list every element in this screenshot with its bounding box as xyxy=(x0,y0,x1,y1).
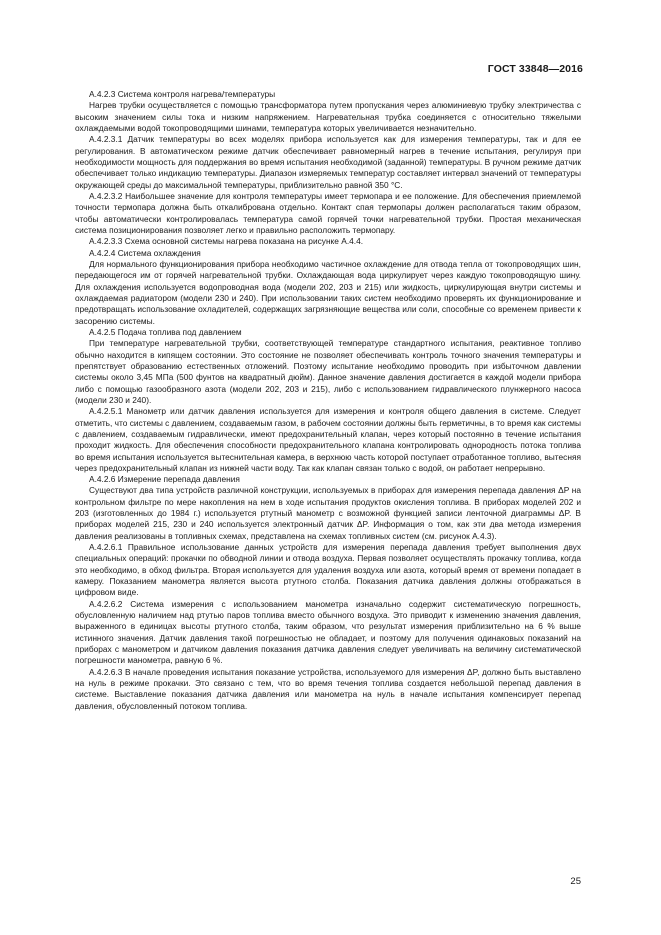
paragraph: А.4.2.5.1 Манометр или датчик давления используется для измерения и контроля общего давления в системе. Следует отметить, что системы с давлением, создаваемым газом, в рабочем состоянии должны быть герметичны, в то время как системы с давлением, создаваемым гидравлически, имеют предохранительный клапан, через который постоянно в течение испытания проходит жидкость. Для обеспечения способности предохранительного клапана контролировать однородность потока топлива во время испытания используется вытеснительная камера, в верхнюю часть которой поступает отработанное топливо, вытесняя через предохранительный клапан из нижней части воду. Так как клапан связан только с водой, он работает непрерывно. xyxy=(75,406,581,473)
paragraph: Существуют два типа устройств различной конструкции, используемых в приборах для измерения перепада давления ΔP на контрольном фильтре по мере накопления на нем в ходе испытания продуктов окисления топлива. В приборах моделей 202 и 203 (изготовленных до 1984 г.) используется ртутный манометр с возможной функцией записи ленточной диаграммы ΔP. В приборах моделей 215, 230 и 240 используется электронный датчик ΔP. Информация о том, как эти два метода измерения давления реализованы в топливных схемах, представлена на схемах топливных систем (см. рисунок А.4.3). xyxy=(75,485,581,541)
section-heading-a4-2-5: А.4.2.5 Подача топлива под давлением xyxy=(89,326,242,337)
document-id: ГОСТ 33848—2016 xyxy=(487,63,583,75)
paragraph: Для нормального функционирования прибора необходимо частичное охлаждение для отвода тепла от токопроводящих шин, передающегося им от горячей нагревательной трубки. Охлаждающая вода циркулирует через каждую токопроводящую шину. Для охлаждения используется водопроводная вода (модели 202, 203 и 215) или жидкость, циркулирующая внутри системы и охлаждаемая радиатором (модели 230 и 240). При использовании таких систем необходимо проверять их функционирование и предотвращать использование охладителей, содержащих загрязняющие вещества или соли, способные со временем привести к засорению системы. xyxy=(75,258,581,326)
paragraph: А.4.2.3.1 Датчик температуры во всех моделях прибора используется как для измерения температуры, так и для ее регулирования. В автоматическом режиме датчик обеспечивает равномерный нагрев в течение испытания, регулируя при необходимости мощность для поддержания во время испытания необходимой (заданной) температуры. В ручном режиме датчик обеспечивает только индикацию температуры. Диапазон измеряемых температур составляет интервал значений от температуры окружающей среды до максимальной температуры, приблизительно равной 350 °C. xyxy=(75,134,581,190)
paragraph: Нагрев трубки осуществляется с помощью трансформатора путем пропускания через алюминиевую трубку электричества с высоким значением силы тока и низким напряжением. Нагревательная трубка соединяется с относительно тяжелыми охлаждаемыми водой токопроводящими шинами, температура которых увеличивается незначительно. xyxy=(75,100,581,133)
document-body xyxy=(75,89,581,712)
section-heading-a4-2-4: А.4.2.4 Система охлаждения xyxy=(89,247,201,258)
section-heading-a4-2-3: А.4.2.3 Система контроля нагрева/температуры xyxy=(89,89,276,99)
paragraph: А.4.2.6.2 Система измерения с использованием манометра изначально содержит систематическую погрешность, обусловленную наличием над ртутью паров топлива вместо обычного воздуха. Это приводит к изменению значения давления, выраженного в единицах высоты ртутного столба, таким образом, что результат измерения приблизительно на 6 % выше истинного значения. Датчик давления такой погрешностью не обладает, и поэтому для получения одинаковых показаний на приборах с манометром и датчиком давления показания датчика давления следует увеличивать на величину систематической погрешности манометра, равную 6 %. xyxy=(75,598,581,666)
paragraph: А.4.2.6.3 В начале проведения испытания показание устройства, используемого для измерения ΔP, должно быть выставлено на нуль в режиме прокачки. Это связано с тем, что во время течения топлива создается небольшой перепад давления в системе. Выставление показания датчика давления или манометра на нуль в начале испытания компенсирует перепад давления, обусловленный потоком топлива. xyxy=(75,666,581,711)
page-number: 25 xyxy=(570,876,581,887)
paragraph: При температуре нагревательной трубки, соответствующей температуре стандартного испытания, реактивное топливо обычно находится в кипящем состоянии. Это состояние не позволяет обеспечивать контроль точного значения температуры и препятствует образованию естественных отложений. Поэтому испытание необходимо проводить при избыточном давлении системы около 3,45 МПа (500 фунтов на квадратный дюйм). Данное значение давления достигается в каждой модели прибора либо с помощью газообразного азота (модели 202, 203 и 215), либо с использованием гидравлического плунжерного насоса (модели 230 и 240). xyxy=(75,338,581,405)
section-heading-a4-2-6: А.4.2.6 Измерение перепада давления xyxy=(89,474,240,485)
paragraph: А.4.2.3.3 Схема основной системы нагрева показана на рисунке А.4.4. xyxy=(89,236,364,247)
paragraph: А.4.2.3.2 Наибольшее значение для контроля температуры имеет термопара и ее положение. Для обеспечения приемлемой точности термопара должна быть откалибрована отдельно. Контакт спая термопары должен располагаться таким образом, чтобы автоматически контролировалась температура самой горячей точки нагревательной трубки. Простая механическая система позиционирования позволяет легко и правильно расположить термопару. xyxy=(75,190,581,235)
paragraph: А.4.2.6.1 Правильное использование данных устройств для измерения перепада давления требует выполнения двух специальных операций: прокачки по обводной линии и отвода воздуха. Первая позволяет осуществлять прокачку топлива, когда это необходимо, в обход фильтра. Вторая используется для удаления воздуха или азота, который время от времени попадает в камеру. Показанием манометра является высота ртутного столба. Показания датчика давления должны отображаться в цифровом виде. xyxy=(75,542,581,598)
